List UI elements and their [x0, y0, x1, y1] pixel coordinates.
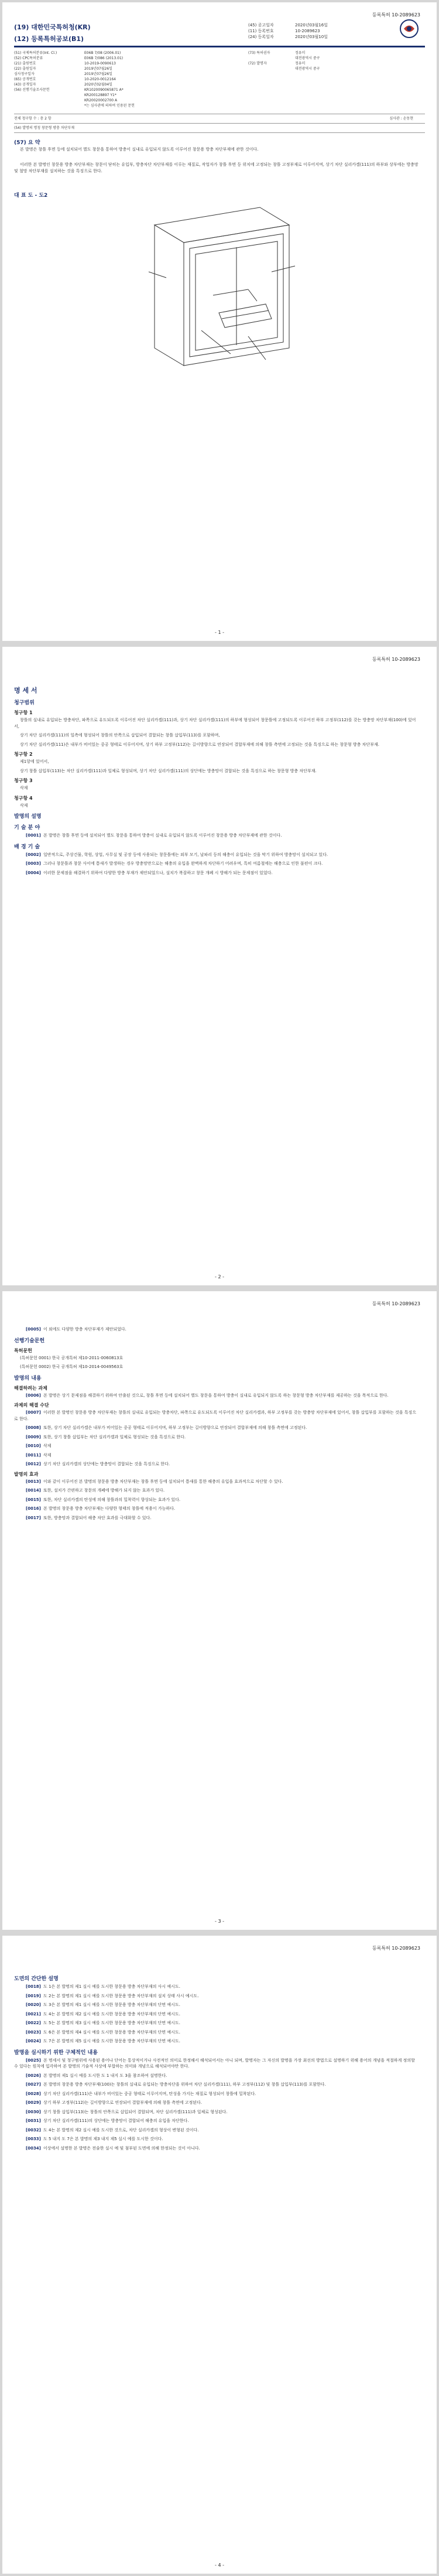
abstract-text: 본 발명은 창틀 후면 등에 설치되어 별도 창문을 통하여 방충이 실내로 유입되지 않도록 이루어진 창문용 방충 차단부재에 관한 것이다. — [20, 147, 259, 152]
patent-number: 등록특허 10-2089623 — [372, 1946, 420, 1951]
paragraph-0013: [0013] 이와 같이 이루어진 본 발명의 창문용 방충 차단부재는 창틀 후면 등에 설치되어 틈새를 통한 해충의 유입을 효과적으로 차단할 수 있다. — [26, 1479, 283, 1484]
paragraph-0014: [0014] 또한, 설치가 간편하고 창문의 개폐에 방해가 되지 않는 효과가 있다. — [26, 1488, 165, 1493]
paragraph-0017: [0017] 또한, 방충망과 결합되어 해충 차단 효과를 극대화할 수 있다. — [26, 1515, 152, 1520]
paragraph-0003: [0003] 그러나 창문틀과 창문 사이에 틈새가 발생하는 경우 방충망만으로는 해충의 유입을 완벽하게 차단하기 어려우며, 특히 여름철에는 해충으로 인한 불편이 크다. — [26, 861, 323, 866]
paragraph-0022: [0022] 도 5는 본 발명의 제3 실시 예를 도시한 창문용 방충 차단부재의 단면 예시도. — [26, 2021, 180, 2025]
paragraph-0001: [0001] 본 발명은 창틀 후면 등에 설치되어 별도 창문을 통하여 방충이 실내로 유입되지 않도록 이루어진 창문용 방충 차단부재에 관한 것이다. — [26, 833, 282, 838]
effect-heading: 발명의 효과 — [14, 1471, 39, 1477]
paragraph-0016: [0016] 본 발명의 창문용 방충 차단부재는 다양한 형태의 창틀에 적용이 가능하다. — [26, 1506, 176, 1511]
patent-number: 등록특허 10-2089623 — [372, 657, 420, 662]
paragraph-0024: [0024] 도 7은 본 발명의 제5 실시 예를 도시한 창문용 방충 차단부재의 단면 예시도. — [26, 2039, 180, 2043]
claim-2-title: 청구항 2 — [14, 752, 33, 757]
paragraph-0028: [0028] 상기 차단 실리카겔(111)은 내부가 비어있는 중공 형태로 이루어지며, 탄성을 가지는 재질로 형성되어 창틀에 밀착된다. — [26, 2091, 256, 2096]
paragraph-0026: [0026] 본 발명의 제1 실시 예를 도시한 도 1 내지 도 3을 참조하여 설명한다. — [26, 2073, 167, 2078]
claim-4-text: 삭제 — [20, 803, 28, 808]
problem-heading: 해결하려는 과제 — [14, 1385, 47, 1391]
patent-doc-1: (특허문헌 0001) 한국 공개특허 제10-2011-0060813호 — [20, 1355, 124, 1360]
abstract-text-2: 이러한 본 발명인 창문용 방충 차단부재는 창문이 닫히는 유입부, 방충차단 차단부재를 이루는 재질로, 작업자가 창틀 후면 등 위치에 고정되는 창틀 고정부재로 이루어지며, 상기 차단 실리카겔(111)의 하부와 상부에는 방충망 및 철망 차단부재를 설치하는 것을 특징으로 한다. — [14, 162, 419, 173]
paragraph-0004: [0004] 이러한 문제점을 해결하기 위하여 다양한 방충 부재가 제안되었으나, 설치가 복잡하고 창문 개폐 시 방해가 되는 문제점이 있었다. — [26, 870, 273, 875]
paragraph-0030: [0030] 상기 창틀 삽입부(113)는 창틀의 안쪽으로 삽입되어 결합되며, 차단 실리카겔(111)과 일체로 형성된다. — [26, 2109, 228, 2114]
claim-3-text: 삭제 — [20, 786, 28, 790]
page-3 — [2, 1291, 437, 1930]
description-title: 발명의 설명 — [14, 814, 42, 820]
paragraph-0002: [0002] 일반적으로, 주상건물, 학원, 상업, 사무실 및 공장 등에 사용되는 창문틀에는 외부 모기, 날파리 등의 해충이 유입되는 것을 막기 위하여 방충망이 설치되고 있다. — [26, 852, 328, 857]
invention-title: (54) 발명의 명칭 창문형 방충 차단부재 — [14, 126, 74, 130]
page-footer: - 3 - — [215, 1919, 224, 1924]
header-right-block: (45) 공고일자 2020년03월16일 (11) 등록번호 10-2089623 (24) 등록일자 2020년03월10일 — [248, 23, 328, 39]
representative-drawing — [131, 202, 307, 377]
paragraph-0025: [0025] 본 명세서 및 청구범위에 사용된 용어나 단어는 통상적이거나 사전적인 의미로 한정해서 해석되어서는 아니 되며, 발명자는 그 자신의 발명을 가장 최선의 방법으로 설명하기 위해 용어의 개념을 적절하게 정의할 수 있다는 원칙에 입각하여 본 발명의 기술적 사상에 부합하는 의미와 개념으로 해석되어야만 한다. — [14, 2058, 415, 2069]
page-2 — [2, 647, 437, 1285]
page-footer: - 2 - — [215, 1274, 224, 1280]
claims-count: 전체 청구항 수 : 총 2 항 — [14, 117, 52, 121]
page-4 — [2, 1936, 437, 2574]
bibliographic-left: (51) 국제특허분류(Int. Cl.) E06B 7/08 (2006.01) (52) CPC특허분류 E06B 7/086 (2013.01) (21) 출원번호 10-2019-0090613 (22) 출원일자 2019년07월26일 심사청구일자 2019년07월26일 (65) 공개번호 10-2020-0012164 (43) 공개일자 2020년02월04일 (56) 선행기술조사문헌 KR1020090065871 A* KR200128897 Y1* KR20020002700 A *는 심사관에 의하여 인용된 문헌 — [14, 51, 135, 108]
prior-art-title: 선행기술문헌 — [14, 1338, 45, 1344]
page-footer: - 1 - — [215, 630, 224, 635]
means-heading: 과제의 해결 수단 — [14, 1403, 49, 1408]
paragraph-0029: [0029] 상기 하부 고정부(112)는 길이방향으로 연장되어 결합부재에 의해 창틀 측면에 고정된다. — [26, 2100, 202, 2105]
paragraph-0008: [0008] 또한, 상기 차단 실리카겔은 내부가 비어있는 중공 형태로 이루어지며, 하부 고정부는 길이방향으로 연장되어 결합부재에 의해 창틀 측면에 고정된다. — [26, 1425, 307, 1430]
patent-literature-heading: 특허문헌 — [14, 1347, 32, 1353]
page-footer: - 4 - — [215, 2563, 224, 2568]
implementation-title: 발명을 실시하기 위한 구체적인 내용 — [14, 2049, 98, 2056]
claim-2-text-2: 상기 창틀 삽입부(113)는 차단 실리카겔(111)과 일체로 형성되며, 상기 차단 실리카겔(111)의 상단에는 방충망이 결합되는 것을 특징으로 하는 창문형 방충 차단부재. — [20, 768, 317, 773]
claim-4-title: 청구항 4 — [14, 795, 33, 801]
kipo-logo — [399, 19, 419, 39]
paragraph-0006: [0006] 본 발명은 상기 문제점을 해결하기 위하여 안출된 것으로, 창틀 후면 등에 설치되어 별도 창문을 통하여 방충이 실내로 유입되지 않도록 하는 창문형 방충 차단부재를 제공하는 것을 목적으로 한다. — [26, 1393, 389, 1398]
paragraph-0020: [0020] 도 3은 본 발명의 제1 실시 예를 도시한 창문용 방충 차단부재의 단면 예시도. — [26, 2002, 180, 2007]
claim-3-title: 청구항 3 — [14, 778, 33, 783]
paragraph-0007: [0007] 이러한 본 발명인 창문용 방충 차단부재는 창틀의 실내로 유입되는 방충차단, 파쪽으로 유도되도록 이루어진 차단 실리카겔과, 하부 고정부를 갖는 방충망 차단부재에 있어서, 창틀 삽입부를 포함하는 것을 특징으로 한다. — [14, 1410, 417, 1421]
examiner: 심사관 : 손동현 — [389, 117, 413, 121]
paragraph-0010: [0010] 삭제 — [26, 1444, 52, 1448]
page-1 — [2, 2, 437, 641]
paragraph-0011: [0011] 삭제 — [26, 1452, 52, 1458]
paragraph-0021: [0021] 도 4는 본 발명의 제2 실시 예를 도시한 창문용 방충 차단부재의 단면 예시도. — [26, 2011, 180, 2017]
claim-1-text-2: 상기 차단 실리카겔(111)의 일측에 형성되어 창틀의 안쪽으로 삽입되어 결합되는 창틀 삽입부(113)를 포함하며, — [20, 733, 220, 738]
paragraph-0018: [0018] 도 1은 본 발명의 제1 실시 예를 도시한 창문용 방충 차단부재의 사시 예시도. — [26, 1984, 180, 1989]
paragraph-0019: [0019] 도 2는 본 발명의 제1 실시 예를 도시한 창문용 방충 차단부재의 설치 상태 사시 예시도. — [26, 1993, 199, 1998]
claim-2-text: 제1항에 있어서, — [20, 759, 49, 764]
claim-1-text: 창틀의 실내로 유입되는 방충차단, 파쪽으로 유도되도록 이루어진 차단 실리카겔(111)과, 상기 차단 실리카겔(111)의 하부에 형성되어 창문틀에 고정되도록 이루어진 하부 고정부(112)를 갖는 방충망 차단부재(100)에 있어서, — [14, 718, 416, 729]
paragraph-0032: [0032] 도 4는 본 발명의 제2 실시 예를 도시한 것으로, 차단 실리카겔의 형상이 변형된 것이다. — [26, 2127, 199, 2133]
paragraph-0009: [0009] 또한, 상기 창틀 삽입부는 차단 실리카겔과 일체로 형성되는 것을 특징으로 한다. — [26, 1434, 186, 1439]
technical-field-heading: 기 술 분 야 — [14, 825, 40, 831]
representative-figure-label: 대 표 도 - 도2 — [14, 193, 48, 199]
paragraph-0005: [0005] 이 외에도 다양한 방충 차단부재가 제안되었다. — [26, 1327, 126, 1332]
header-divider — [14, 46, 425, 47]
publication-type: (12) 등록특허공보(B1) — [14, 35, 84, 43]
claims-title: 청구범위 — [14, 700, 35, 706]
patent-number: 등록특허 10-2089623 — [372, 12, 420, 18]
paragraph-0031: [0031] 상기 차단 실리카겔(111)의 상단에는 방충망이 결합되어 해충의 유입을 차단한다. — [26, 2118, 189, 2123]
background-heading: 배 경 기 술 — [14, 844, 40, 850]
content-title: 발명의 내용 — [14, 1375, 42, 1381]
bibliographic-right: (73) 특허권자 정유미 대전광역시 중구 (72) 발명자 정유미 대전광역시 중구 — [248, 51, 320, 71]
patent-doc-2: (특허문헌 0002) 한국 공개특허 제10-2014-0049563호 — [20, 1364, 124, 1369]
paragraph-0027: [0027] 본 발명의 창문용 방충 차단부재(100)는 창틀의 실내로 유입되는 방충차단을 위하여 차단 실리카겔(111), 하부 고정부(112) 및 창틀 삽입부(113)를 포함한다. — [26, 2082, 326, 2087]
office-title: (19) 대한민국특허청(KR) — [14, 23, 91, 31]
paragraph-0034: [0034] 이상에서 설명한 본 발명은 전술한 실시 예 및 첨부된 도면에 의해 한정되는 것이 아니다. — [26, 2145, 200, 2151]
paragraph-0015: [0015] 또한, 차단 실리카겔의 탄성에 의해 창틀과의 밀착력이 향상되는 효과가 있다. — [26, 1497, 181, 1502]
abstract-heading: (57) 요 약 — [14, 140, 40, 146]
claim-1-text-3: 상기 차단 실리카겔(111)은 내부가 비어있는 중공 형태로 이루어지며, 상기 하부 고정부(112)는 길이방향으로 연장되어 결합부재에 의해 창틀 측면에 고정되는 것을 특징으로 하는 창문형 방충 차단부재. — [20, 742, 379, 747]
paragraph-0033: [0033] 도 5 내지 도 7은 본 발명의 제3 내지 제5 실시 예를 도시한 것이다. — [26, 2137, 163, 2141]
claim-1-title: 청구항 1 — [14, 710, 33, 715]
figures-description-title: 도면의 간단한 설명 — [14, 1976, 59, 1982]
spec-title: 명 세 서 — [14, 687, 37, 694]
paragraph-0023: [0023] 도 6은 본 발명의 제4 실시 예를 도시한 창문용 방충 차단부재의 단면 예시도. — [26, 2029, 180, 2035]
paragraph-0012: [0012] 상기 차단 실리카겔의 상단에는 방충망이 결합되는 것을 특징으로 한다. — [26, 1462, 170, 1466]
patent-number: 등록특허 10-2089623 — [372, 1301, 420, 1306]
